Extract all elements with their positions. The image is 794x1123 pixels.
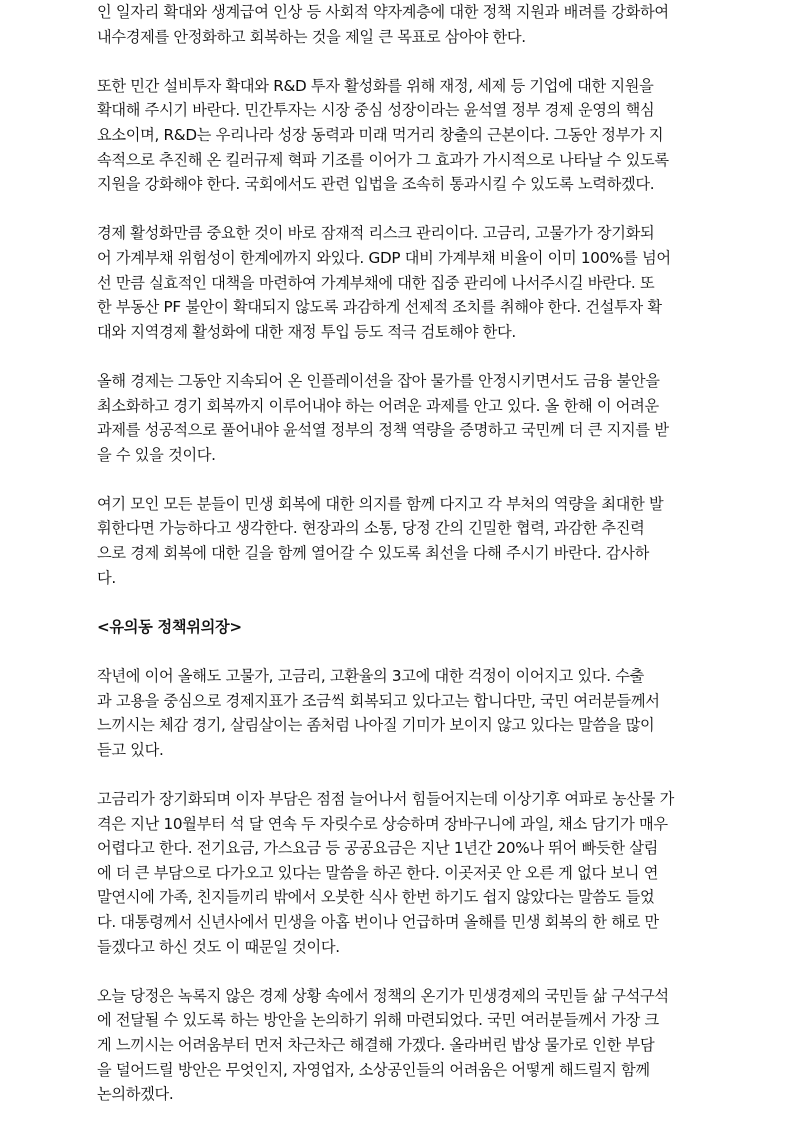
text-line: 다. [97, 568, 116, 587]
text-line: 과 고용을 중심으로 경제지표가 조금씩 회복되고 있다고는 합니다만, 국민 여러분들께서 [97, 691, 660, 710]
text-line: 휘한다면 가능하다고 생각한다. 현장과의 소통, 당정 간의 긴밀한 협력, 과감한 추진력 [97, 519, 645, 538]
paragraph [97, 492, 697, 590]
text-line: 여기 모인 모든 분들이 민생 회복에 대한 의지를 함께 다지고 각 부처의 역량을 최대한 발 [97, 494, 664, 513]
text-line: 을 덜어드릴 방안은 무엇인지, 자영업자, 소상공인들의 어려움은 어떻게 해드릴지 함께 [97, 1060, 650, 1079]
paragraph [97, 984, 697, 1107]
paragraph [97, 664, 697, 762]
document-page [97, 0, 697, 1107]
text-line: 올해 경제는 그동안 지속되어 온 인플레이션을 잡아 물가를 안정시키면서도 금융 불안을 [97, 371, 660, 390]
text-line: 어 가계부채 위험성이 한계에까지 와있다. GDP 대비 가계부채 비율이 이미 100%를 넘어 [97, 248, 671, 267]
text-line: 최소화하고 경기 회복까지 이루어내야 하는 어려운 과제를 안고 있다. 올 한해 이 어려운 [97, 396, 659, 415]
text-line: 지원을 강화해야 한다. 국회에서도 관련 입법을 조속히 통과시킬 수 있도록 노력하겠다. [97, 175, 655, 194]
text-line: 오늘 당정은 녹록지 않은 경제 상황 속에서 정책의 온기가 민생경제의 국민들 삶 구석구석 [97, 986, 669, 1005]
text-line: 과제를 성공적으로 풀어내야 윤석열 정부의 정책 역량을 증명하고 국민께 더 큰 지지를 받 [97, 421, 669, 440]
text-line: 어렵다고 한다. 전기요금, 가스요금 등 공공요금은 지난 1년간 20%나 뛰어 빠듯한 살림 [97, 839, 658, 858]
paragraph [97, 787, 697, 959]
text-line: 으로 경제 회복에 대한 길을 함께 열어갈 수 있도록 최선을 다해 주시기 바란다. 감사하 [97, 544, 650, 563]
text-line: 선 만큼 실효적인 대책을 마련하여 가계부채에 대한 집중 관리에 나서주시길 바란다. 또 [97, 273, 655, 292]
text-line: 경제 활성화만큼 중요한 것이 바로 잠재적 리스크 관리이다. 고금리, 고물가가 장기화되 [97, 224, 655, 243]
text-line: 대와 지역경제 활성화에 대한 재정 투입 등도 적극 검토해야 한다. [97, 322, 516, 341]
text-line: 에 전달될 수 있도록 하는 방안을 논의하기 위해 마련되었다. 국민 여러분들께서 가장 크 [97, 1011, 659, 1030]
text-line: 또한 민간 설비투자 확대와 R&D 투자 활성화를 위해 재정, 세제 등 기업에 대한 지원을 [97, 76, 654, 95]
text-line: 고금리가 장기화되며 이자 부담은 점점 늘어나서 힘들어지는데 이상기후 여파로 농산물 가 [97, 790, 675, 808]
text-line: 내수경제를 안정화하고 회복하는 것을 제일 큰 목표로 삼아야 한다. [97, 27, 526, 46]
text-line: 말연시에 가족, 친지들끼리 밖에서 오붓한 식사 한번 하기도 쉽지 않았다는 말씀도 들었 [97, 888, 655, 907]
text-line: 다. 대통령께서 신년사에서 민생을 아홉 번이나 언급하며 올해를 민생 회복의 한 해로 만 [97, 912, 659, 931]
speaker-heading [97, 615, 697, 640]
text-line: 요소이며, R&D는 우리나라 성장 동력과 미래 먹거리 창출의 근본이다. 그동안 정부가 지 [97, 125, 664, 144]
paragraph [97, 74, 697, 197]
text-line: 확대해 주시기 바란다. 민간투자는 시장 중심 성장이라는 윤석열 정부 경제 운영의 핵심 [97, 101, 655, 120]
text-line: 을 수 있을 것이다. [97, 445, 216, 464]
text-line: 속적으로 추진해 온 킬러규제 혁파 기조를 이어가 그 효과가 가시적으로 나타날 수 있도록 [97, 150, 669, 169]
text-line: 듣고 있다. [97, 740, 164, 759]
speaker-heading-text: <유의동 정책위의장> [97, 617, 242, 636]
text-line: 에 더 큰 부담으로 다가오고 있다는 말씀을 하곤 한다. 이곳저곳 안 오른 게 없다 보니 연 [97, 863, 659, 882]
paragraph [97, 369, 697, 467]
text-line: 느끼시는 체감 경기, 살림살이는 좀처럼 나아질 기미가 보이지 않고 있다는 말씀을 많이 [97, 716, 655, 735]
text-line: 격은 지난 10월부터 석 달 연속 두 자릿수로 상승하며 장바구니에 과일, 채소 담기가 매우 [97, 814, 668, 833]
paragraph [97, 221, 697, 344]
text-line: 게 느끼시는 어려움부터 먼저 차근차근 해결해 가겠다. 올라버린 밥상 물가로 인한 부담 [97, 1035, 655, 1054]
text-line: 한 부동산 PF 불안이 확대되지 않도록 과감하게 선제적 조치를 취해야 한다. 건설투자 확 [97, 298, 662, 317]
text-line: 들겠다고 하신 것도 이 때문일 것이다. [97, 937, 340, 956]
paragraph [97, 0, 697, 49]
text-line: 작년에 이어 올해도 고물가, 고금리, 고환율의 3고에 대한 걱정이 이어지고 있다. 수출 [97, 667, 644, 686]
text-line: 인 일자리 확대와 생계급여 인상 등 사회적 약자계층에 대한 정책 지원과 배려를 강화하여 [97, 3, 669, 21]
text-line: 논의하겠다. [97, 1085, 174, 1104]
